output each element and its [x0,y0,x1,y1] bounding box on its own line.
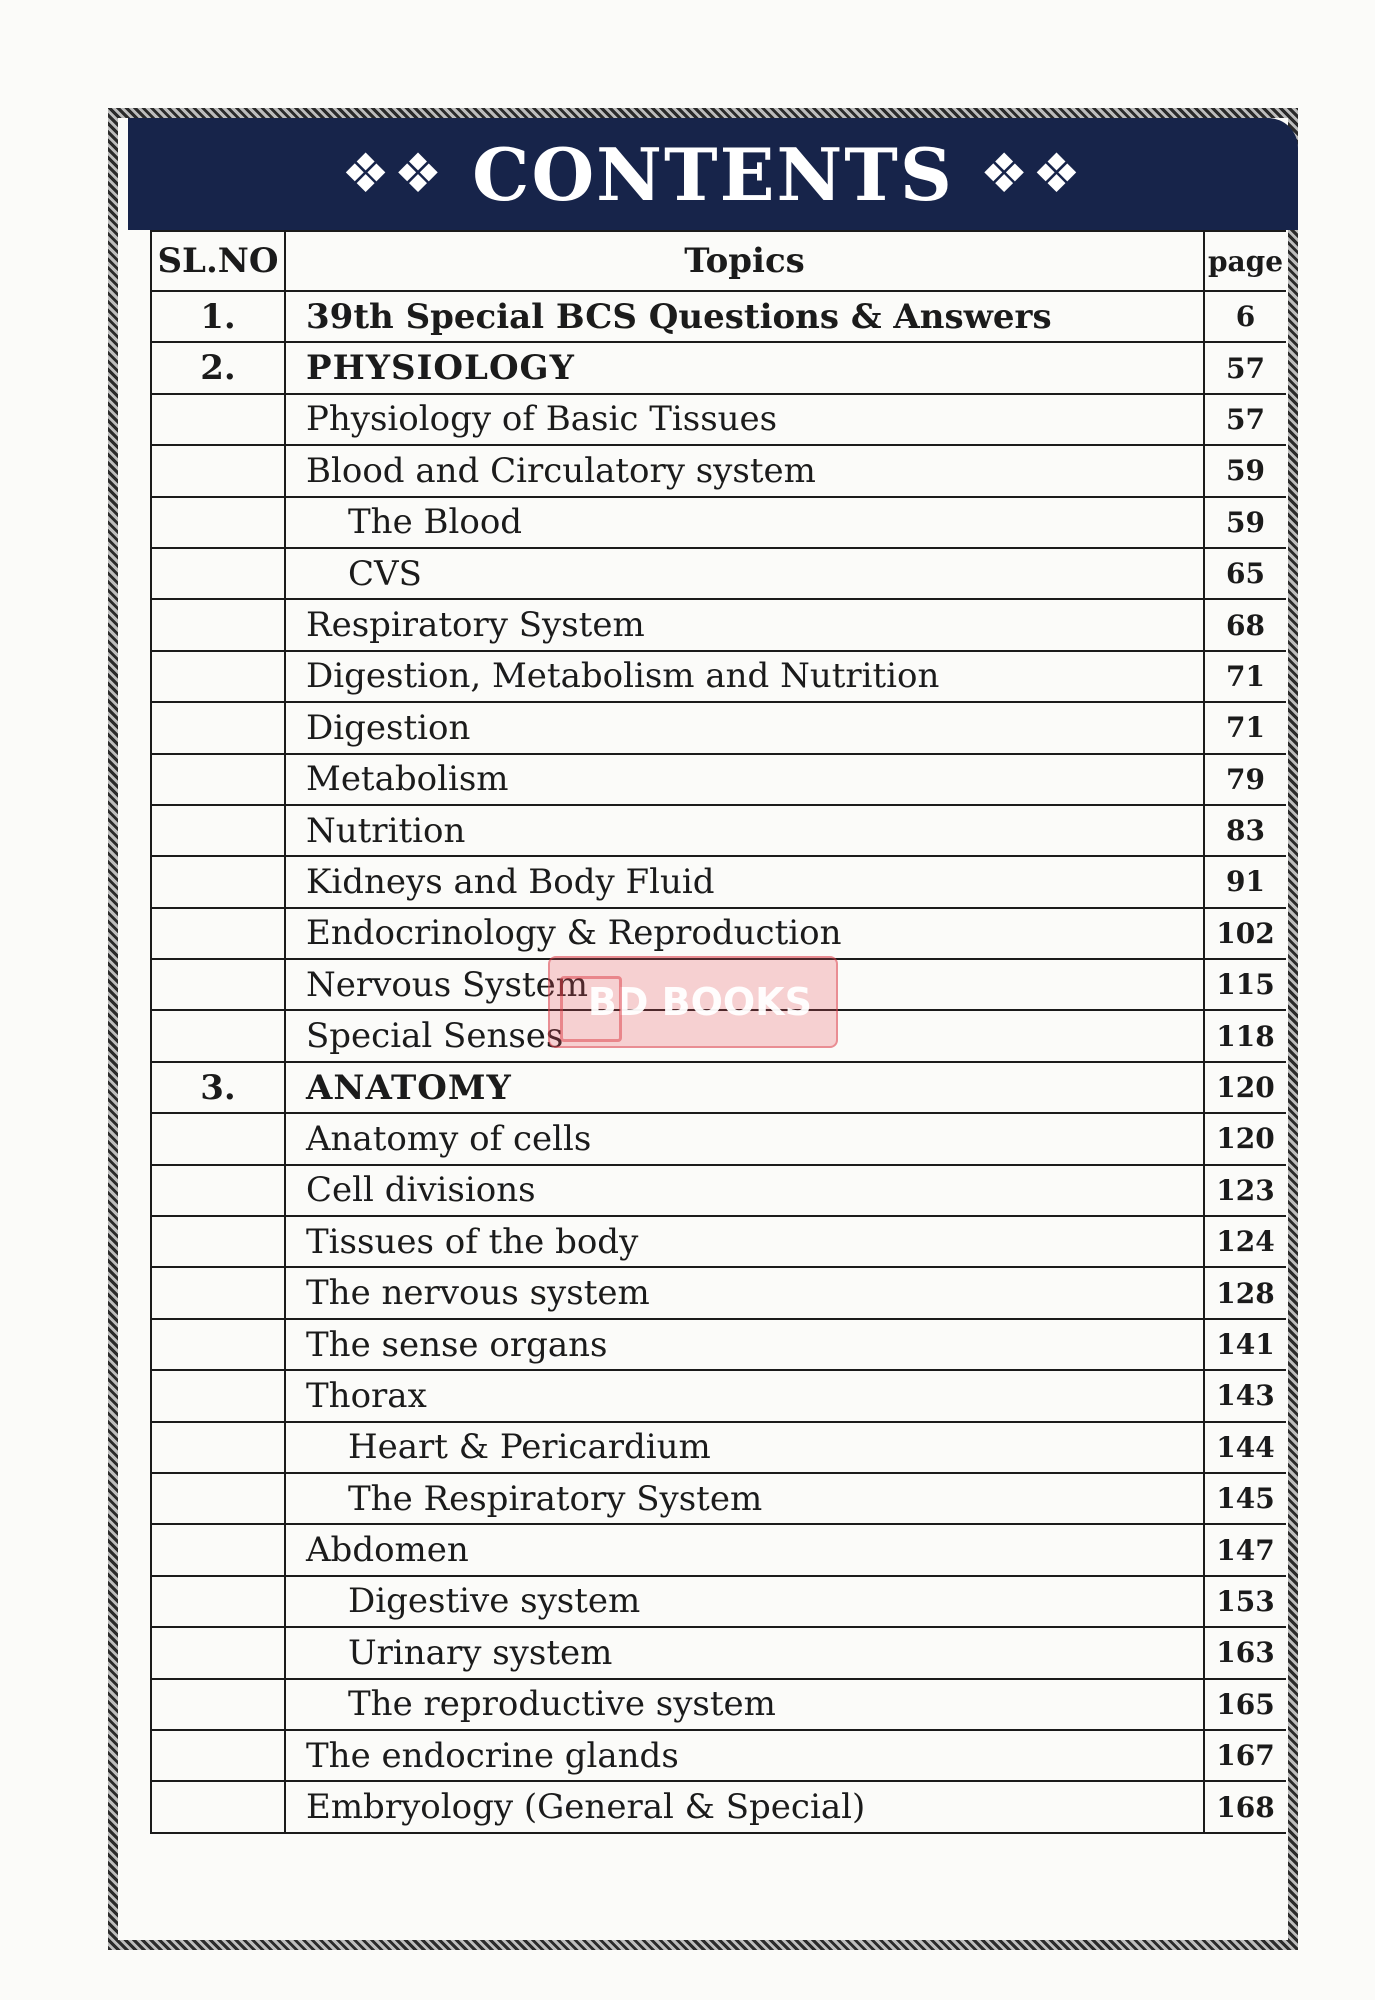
row-page-number: 91 [1204,856,1286,907]
row-sl-no: 3. [151,1062,285,1113]
row-page-number: 124 [1204,1216,1286,1267]
row-topic: Endocrinology & Reproduction [285,908,1204,959]
row-sl-no [151,1370,285,1421]
row-page-number: 145 [1204,1473,1286,1524]
row-page-number: 167 [1204,1730,1286,1781]
row-topic: Special Senses [285,1010,1204,1061]
watermark-text: BD BOOKS [587,980,812,1024]
diamond-ornament-icon: ❖❖ [341,142,447,205]
row-sl-no [151,1010,285,1061]
diamond-ornament-icon: ❖❖ [979,142,1085,205]
row-page-number: 102 [1204,908,1286,959]
row-topic: The sense organs [285,1319,1204,1370]
row-topic: ANATOMY [285,1062,1204,1113]
row-page-number: 68 [1204,599,1286,650]
row-sl-no [151,1627,285,1678]
table-row [151,548,1286,599]
row-page-number: 165 [1204,1679,1286,1730]
row-page-number: 141 [1204,1319,1286,1370]
row-page-number: 120 [1204,1062,1286,1113]
table-row [151,1319,1286,1370]
row-page-number: 123 [1204,1165,1286,1216]
table-row [151,445,1286,496]
row-page-number: 79 [1204,754,1286,805]
row-sl-no: 1. [151,291,285,342]
row-topic: The Respiratory System [285,1473,1204,1524]
table-row [151,702,1286,753]
table-row [151,1679,1286,1730]
table-row [151,1267,1286,1318]
row-page-number: 163 [1204,1627,1286,1678]
row-sl-no [151,1216,285,1267]
row-sl-no [151,1113,285,1164]
table-row [151,1473,1286,1524]
row-topic: The endocrine glands [285,1730,1204,1781]
row-page-number: 71 [1204,651,1286,702]
row-topic: 39th Special BCS Questions & Answers [285,291,1204,342]
row-page-number: 71 [1204,702,1286,753]
table-row [151,805,1286,856]
row-sl-no [151,548,285,599]
row-page-number: 120 [1204,1113,1286,1164]
column-header-sl-no: SL.NO [151,231,285,291]
row-topic: Heart & Pericardium [285,1422,1204,1473]
row-page-number: 168 [1204,1781,1286,1832]
row-sl-no: 2. [151,342,285,393]
row-page-number: 147 [1204,1524,1286,1575]
table-row [151,497,1286,548]
row-page-number: 57 [1204,394,1286,445]
row-sl-no [151,702,285,753]
row-topic: Anatomy of cells [285,1113,1204,1164]
table-row [151,1165,1286,1216]
table-row [151,342,1286,393]
row-topic: Respiratory System [285,599,1204,650]
table-row [151,1781,1286,1832]
row-topic: Urinary system [285,1627,1204,1678]
row-topic: The nervous system [285,1267,1204,1318]
row-sl-no [151,1524,285,1575]
row-page-number: 143 [1204,1370,1286,1421]
row-topic: Metabolism [285,754,1204,805]
row-page-number: 83 [1204,805,1286,856]
row-sl-no [151,1730,285,1781]
contents-header [128,118,1298,230]
row-topic: CVS [285,548,1204,599]
row-sl-no [151,1267,285,1318]
table-row [151,754,1286,805]
table-row [151,1422,1286,1473]
row-sl-no [151,394,285,445]
row-page-number: 153 [1204,1576,1286,1627]
row-topic: Blood and Circulatory system [285,445,1204,496]
row-sl-no [151,1165,285,1216]
table-row [151,651,1286,702]
book-icon [560,976,622,1042]
table-row [151,291,1286,342]
table-row [151,1627,1286,1678]
table-row [151,1062,1286,1113]
row-topic: Digestive system [285,1576,1204,1627]
table-row [151,1370,1286,1421]
column-header-topics: Topics [285,231,1204,291]
row-sl-no [151,445,285,496]
row-page-number: 118 [1204,1010,1286,1061]
table-row [151,1524,1286,1575]
row-page-number: 144 [1204,1422,1286,1473]
row-topic: Physiology of Basic Tissues [285,394,1204,445]
row-page-number: 6 [1204,291,1286,342]
table-row [151,1576,1286,1627]
row-sl-no [151,599,285,650]
table-row [151,1730,1286,1781]
page-title: CONTENTS [472,131,954,217]
row-page-number: 59 [1204,445,1286,496]
row-sl-no [151,959,285,1010]
column-header-page: page [1204,231,1286,291]
row-sl-no [151,497,285,548]
row-sl-no [151,1422,285,1473]
row-topic: Digestion, Metabolism and Nutrition [285,651,1204,702]
row-page-number: 57 [1204,342,1286,393]
row-page-number: 65 [1204,548,1286,599]
row-topic: Nutrition [285,805,1204,856]
row-topic: Embryology (General & Special) [285,1781,1204,1832]
row-sl-no [151,1473,285,1524]
table-row [151,394,1286,445]
row-page-number: 59 [1204,497,1286,548]
row-page-number: 115 [1204,959,1286,1010]
row-sl-no [151,754,285,805]
table-row [151,1113,1286,1164]
row-page-number: 128 [1204,1267,1286,1318]
row-sl-no [151,651,285,702]
table-row [151,1216,1286,1267]
row-topic: PHYSIOLOGY [285,342,1204,393]
row-topic: Abdomen [285,1524,1204,1575]
row-topic: Nervous System [285,959,1204,1010]
table-row [151,908,1286,959]
row-sl-no [151,856,285,907]
row-topic: The reproductive system [285,1679,1204,1730]
row-sl-no [151,1781,285,1832]
row-sl-no [151,805,285,856]
row-topic: Tissues of the body [285,1216,1204,1267]
row-topic: Kidneys and Body Fluid [285,856,1204,907]
row-topic: Digestion [285,702,1204,753]
watermark-logo [548,956,838,1048]
table-row [151,599,1286,650]
row-sl-no [151,1576,285,1627]
table-header-row [151,231,1286,291]
row-sl-no [151,908,285,959]
row-topic: Thorax [285,1370,1204,1421]
row-topic: The Blood [285,497,1204,548]
row-topic: Cell divisions [285,1165,1204,1216]
table-row [151,856,1286,907]
row-sl-no [151,1679,285,1730]
row-sl-no [151,1319,285,1370]
